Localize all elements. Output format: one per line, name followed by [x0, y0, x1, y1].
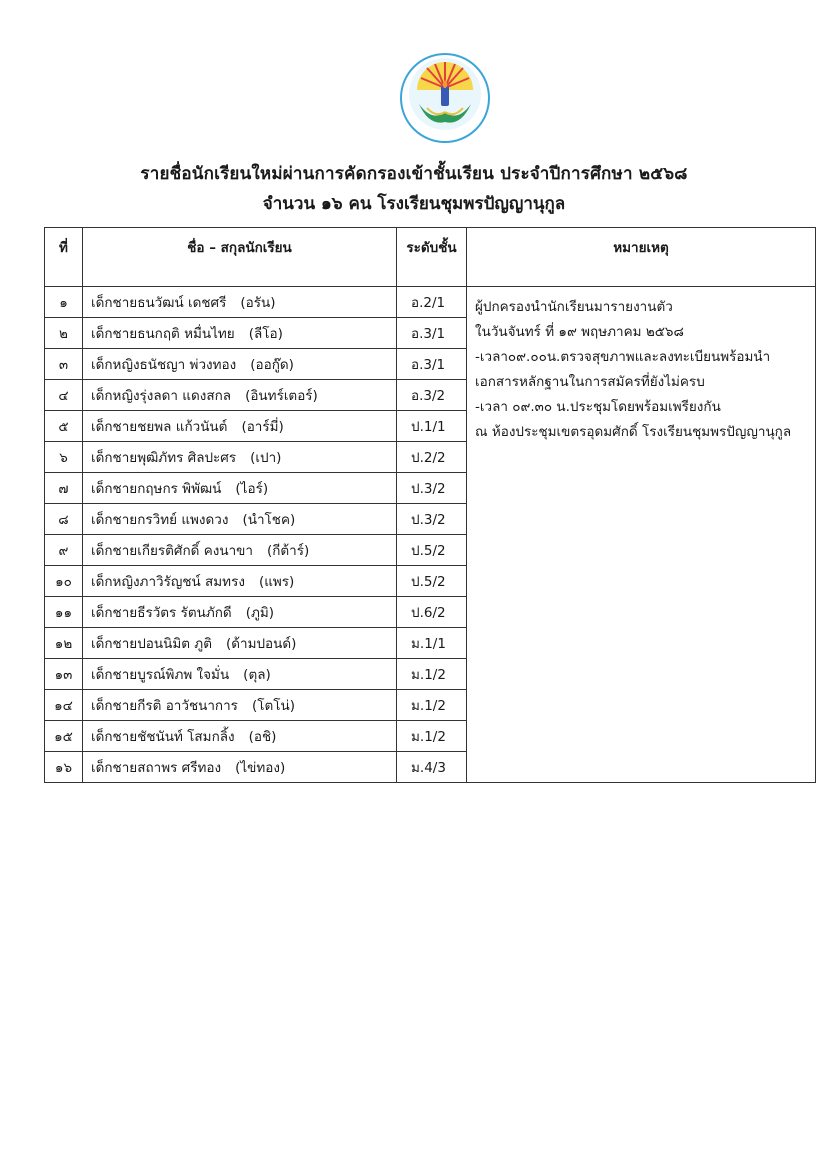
header-level: ระดับชั้น	[397, 228, 467, 287]
school-logo	[399, 52, 491, 144]
student-name: เด็กชายกีรติ อาวัชนาการ	[91, 698, 238, 714]
class-level: ป.3/2	[397, 473, 467, 504]
class-level: ป.6/2	[397, 597, 467, 628]
class-level: ม.4/3	[397, 752, 467, 783]
class-level: ม.1/2	[397, 659, 467, 690]
student-name-cell	[83, 442, 397, 473]
student-name: เด็กชายธนกฤติ หมื่นไทย	[91, 326, 235, 342]
student-nickname: (อชิ)	[248, 729, 277, 745]
row-number: ๗	[45, 473, 83, 504]
student-name: เด็กหญิงรุ่งลดา แดงสกล	[91, 388, 232, 404]
student-nickname: (ภูมิ)	[245, 605, 275, 621]
row-number: ๑๕	[45, 721, 83, 752]
student-name: เด็กชายกฤษกร พิพัฒน์	[91, 481, 222, 497]
class-level: ม.1/2	[397, 721, 467, 752]
student-name-cell	[83, 504, 397, 535]
student-name-cell	[83, 659, 397, 690]
student-name-cell	[83, 318, 397, 349]
remarks-cell	[467, 287, 816, 783]
row-number: ๑๖	[45, 752, 83, 783]
student-name-cell	[83, 535, 397, 566]
student-nickname: (อรัน)	[240, 295, 276, 311]
student-nickname: (แพร)	[258, 574, 295, 590]
class-level: อ.2/1	[397, 287, 467, 318]
student-name: เด็กชายปอนนิมิต ภูติ	[91, 636, 212, 652]
class-level: ม.1/1	[397, 628, 467, 659]
class-level: ป.2/2	[397, 442, 467, 473]
row-number: ๑๔	[45, 690, 83, 721]
student-name-cell	[83, 349, 397, 380]
student-name: เด็กชายชยพล แก้วนันต์	[91, 419, 228, 435]
header-note: หมายเหตุ	[467, 228, 816, 287]
class-level: ป.5/2	[397, 566, 467, 597]
row-number: ๓	[45, 349, 83, 380]
class-level: อ.3/1	[397, 318, 467, 349]
student-name-cell	[83, 628, 397, 659]
remark-line: -เวลา๐๙.๐๐น.ตรวจสุขภาพและลงทะเบียนพร้อมนำ	[475, 349, 771, 365]
row-number: ๑๓	[45, 659, 83, 690]
student-nickname: (นำโชค)	[242, 512, 296, 528]
table-header-row	[45, 228, 816, 287]
student-name: เด็กชายชัชนันท์ โสมกลิ้ง	[91, 729, 235, 745]
student-table	[44, 227, 816, 783]
document-title: รายชื่อนักเรียนใหม่ผ่านการคัดกรองเข้าชั้นเรียน ประจำปีการศึกษา ๒๕๖๘	[140, 164, 688, 184]
row-number: ๕	[45, 411, 83, 442]
student-nickname: (ไอร์)	[235, 481, 269, 497]
student-nickname: (ลีโอ)	[248, 326, 283, 342]
student-name: เด็กชายเกียรติศักดิ์ คงนาขา	[91, 543, 253, 559]
remark-line: ในวันจันทร์ ที่ ๑๙ พฤษภาคม ๒๕๖๘	[475, 324, 684, 340]
student-nickname: (ออกู๊ด)	[250, 357, 294, 373]
class-level: อ.3/2	[397, 380, 467, 411]
student-name-cell	[83, 721, 397, 752]
student-name-cell	[83, 411, 397, 442]
student-name-cell	[83, 380, 397, 411]
class-level: ม.1/2	[397, 690, 467, 721]
student-name: เด็กชายธีรวัตร รัตนภักดี	[91, 605, 232, 621]
student-nickname: (ตุล)	[243, 667, 271, 683]
student-nickname: (ไข่ทอง)	[235, 760, 286, 776]
table-body	[45, 287, 816, 783]
student-name-cell	[83, 566, 397, 597]
row-number: ๑๒	[45, 628, 83, 659]
class-level: ป.3/2	[397, 504, 467, 535]
table-row	[45, 287, 816, 318]
row-number: ๔	[45, 380, 83, 411]
student-name: เด็กชายบูรณ์พิภพ ใจมั่น	[91, 667, 230, 683]
student-name-cell	[83, 473, 397, 504]
remark-line: ผู้ปกครองนำนักเรียนมารายงานตัว	[475, 299, 673, 315]
class-level: ป.1/1	[397, 411, 467, 442]
student-name-cell	[83, 287, 397, 318]
student-name: เด็กชายธนวัฒน์ เดชศรี	[91, 295, 227, 311]
remark-line: เอกสารหลักฐานในการสมัครที่ยังไม่ครบ	[475, 374, 705, 390]
student-name-cell	[83, 690, 397, 721]
student-nickname: (อาร์มี่)	[241, 419, 284, 435]
header-name: ชื่อ – สกุลนักเรียน	[83, 228, 397, 287]
row-number: ๘	[45, 504, 83, 535]
student-nickname: (อินทร์เตอร์)	[245, 388, 318, 404]
document-subtitle: จำนวน ๑๖ คน โรงเรียนชุมพรปัญญานุกูล	[262, 194, 566, 214]
row-number: ๒	[45, 318, 83, 349]
student-name: เด็กหญิงภาวิรัญชน์ สมทรง	[91, 574, 245, 590]
class-level: ป.5/2	[397, 535, 467, 566]
student-name: เด็กชายพุฒิภัทร ศิลปะศร	[91, 450, 237, 466]
row-number: ๑๐	[45, 566, 83, 597]
row-number: ๙	[45, 535, 83, 566]
student-nickname: (ด้ามปอนด์)	[225, 636, 297, 652]
row-number: ๖	[45, 442, 83, 473]
class-level: อ.3/1	[397, 349, 467, 380]
row-number: ๑๑	[45, 597, 83, 628]
student-name-cell	[83, 597, 397, 628]
row-number: ๑	[45, 287, 83, 318]
remark-line: ณ ห้องประชุมเขตรอุดมศักดิ์ โรงเรียนชุมพรปัญญานุกูล	[475, 424, 792, 440]
student-name: เด็กชายกรวิทย์ แพงดวง	[91, 512, 229, 528]
student-nickname: (กีต้าร์)	[266, 543, 310, 559]
student-nickname: (เปา)	[250, 450, 282, 466]
student-name: เด็กชายสถาพร ศรีทอง	[91, 760, 222, 776]
student-name-cell	[83, 752, 397, 783]
student-nickname: (โตโน่)	[251, 698, 295, 714]
header-no: ที่	[45, 228, 83, 287]
student-name: เด็กหญิงธนัชญา พ่วงทอง	[91, 357, 237, 373]
remark-line: -เวลา ๐๙.๓๐ น.ประชุมโดยพร้อมเพรียงกัน	[475, 399, 721, 415]
